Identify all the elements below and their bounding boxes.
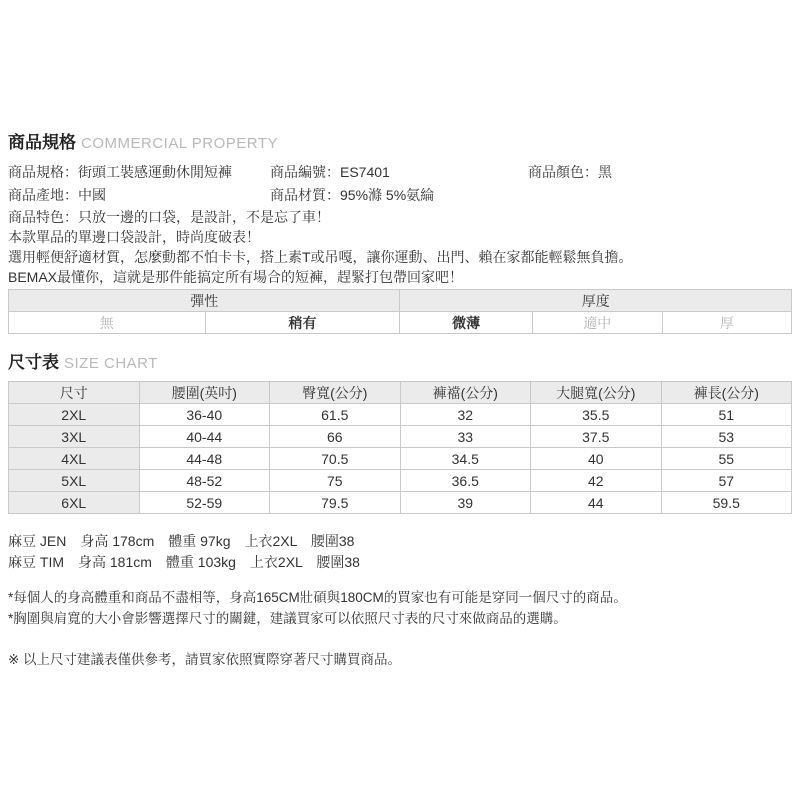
option-elasticity-none: 無	[9, 312, 206, 334]
size-cell-waist: 40-44	[139, 426, 270, 448]
size-cell-hip: 70.5	[270, 448, 401, 470]
header-hip: 臀寬(公分)	[270, 382, 401, 404]
size-cell-thigh: 37.5	[531, 426, 662, 448]
size-cell-thigh: 40	[531, 448, 662, 470]
header-thigh: 大腿寬(公分)	[531, 382, 662, 404]
option-elasticity-slight: 稍有	[205, 312, 400, 334]
size-cell-hip: 79.5	[270, 492, 401, 514]
size-row-3xl	[9, 426, 792, 448]
description-line-brand: BEMAX最懂你，這就是那件能搞定所有場合的短褲，趕緊打包帶回家吧！	[8, 269, 464, 285]
size-chart-section	[8, 353, 792, 670]
size-chart-title	[8, 353, 792, 374]
elasticity-thickness-table	[8, 289, 792, 334]
option-thickness-thin: 微薄	[400, 312, 532, 334]
field-product-origin: 商品產地：中國	[8, 187, 106, 203]
product-description	[8, 207, 792, 287]
size-label: 6XL	[9, 492, 140, 514]
size-label: 3XL	[9, 426, 140, 448]
size-note-height: *每個人的身高體重和商品不盡相等，身高165CM壯碩與180CM的買家也有可能是穿同一個尺寸的商品。	[8, 590, 627, 605]
size-disclaimer: ※ 以上尺寸建議表僅供參考，請買家依照實際穿著尺寸購買商品。	[8, 652, 402, 667]
size-cell-waist: 44-48	[139, 448, 270, 470]
attr-header-row	[9, 290, 792, 312]
size-title-en: SIZE CHART	[64, 355, 158, 372]
size-cell-length: 51	[661, 404, 792, 426]
model-info-line-jen: 麻豆 JEN 身高 178cm 體重 97kg 上衣2XL 腰圍38	[8, 533, 355, 549]
size-table-header-row	[9, 382, 792, 404]
size-notes	[8, 587, 792, 629]
size-row-5xl	[9, 470, 792, 492]
size-title-zh: 尺寸表	[8, 353, 59, 372]
spec-fields	[8, 161, 792, 207]
header-length: 褲長(公分)	[661, 382, 792, 404]
spec-section	[8, 133, 792, 334]
header-waist: 腰圍(英吋)	[139, 382, 270, 404]
model-info	[8, 531, 792, 573]
header-elasticity: 彈性	[9, 290, 400, 312]
size-cell-length: 59.5	[661, 492, 792, 514]
size-cell-hip: 66	[270, 426, 401, 448]
field-product-material: 商品材質：95%滌 5%氨綸	[270, 187, 435, 203]
spec-row-2-spacer	[528, 184, 792, 207]
size-cell-waist: 48-52	[139, 470, 270, 492]
size-note-chest: *胸圍與肩寬的大小會影響選擇尺寸的關鍵，建議買家可以依照尺寸表的尺寸來做商品的選購。	[8, 611, 567, 626]
spec-title-zh: 商品規格	[8, 133, 76, 152]
spec-row-1	[8, 161, 792, 184]
size-row-2xl	[9, 404, 792, 426]
attr-options-row	[9, 312, 792, 334]
size-cell-crotch: 34.5	[400, 448, 531, 470]
description-line-feature: 商品特色：只放一邊的口袋，是設計，不是忘了車！	[8, 209, 330, 225]
size-cell-hip: 61.5	[270, 404, 401, 426]
option-thickness-medium: 適中	[532, 312, 662, 334]
header-size: 尺寸	[9, 382, 140, 404]
size-label: 4XL	[9, 448, 140, 470]
size-cell-length: 55	[661, 448, 792, 470]
model-info-line-tim: 麻豆 TIM 身高 181cm 體重 103kg 上衣2XL 腰圍38	[8, 554, 360, 570]
description-line-material: 選用輕便舒適材質，怎麼動都不怕卡卡，搭上素T或吊嘎，讓你運動、出門、賴在家都能輕鬆無負擔。	[8, 249, 633, 265]
spec-title-en: COMMERCIAL PROPERTY	[81, 135, 279, 152]
size-row-4xl	[9, 448, 792, 470]
spec-row-2	[8, 184, 792, 207]
size-cell-waist: 52-59	[139, 492, 270, 514]
size-label: 5XL	[9, 470, 140, 492]
description-line-pocket: 本款單品的單邊口袋設計，時尚度破表！	[8, 229, 260, 245]
field-product-color: 商品顏色：黑	[528, 164, 612, 180]
size-cell-crotch: 36.5	[400, 470, 531, 492]
size-cell-crotch: 32	[400, 404, 531, 426]
size-cell-length: 57	[661, 470, 792, 492]
size-table	[8, 381, 792, 514]
size-cell-crotch: 33	[400, 426, 531, 448]
header-crotch: 褲襠(公分)	[400, 382, 531, 404]
header-thickness: 厚度	[400, 290, 792, 312]
size-cell-thigh: 44	[531, 492, 662, 514]
size-cell-waist: 36-40	[139, 404, 270, 426]
size-cell-hip: 75	[270, 470, 401, 492]
size-label: 2XL	[9, 404, 140, 426]
size-row-6xl	[9, 492, 792, 514]
field-product-code: 商品編號：ES7401	[270, 164, 390, 180]
option-thickness-thick: 厚	[662, 312, 791, 334]
size-cell-thigh: 35.5	[531, 404, 662, 426]
spec-section-title	[8, 133, 792, 154]
size-cell-length: 53	[661, 426, 792, 448]
size-cell-crotch: 39	[400, 492, 531, 514]
field-product-spec: 商品規格：街頭工裝感運動休閒短褲	[8, 164, 232, 180]
size-cell-thigh: 42	[531, 470, 662, 492]
